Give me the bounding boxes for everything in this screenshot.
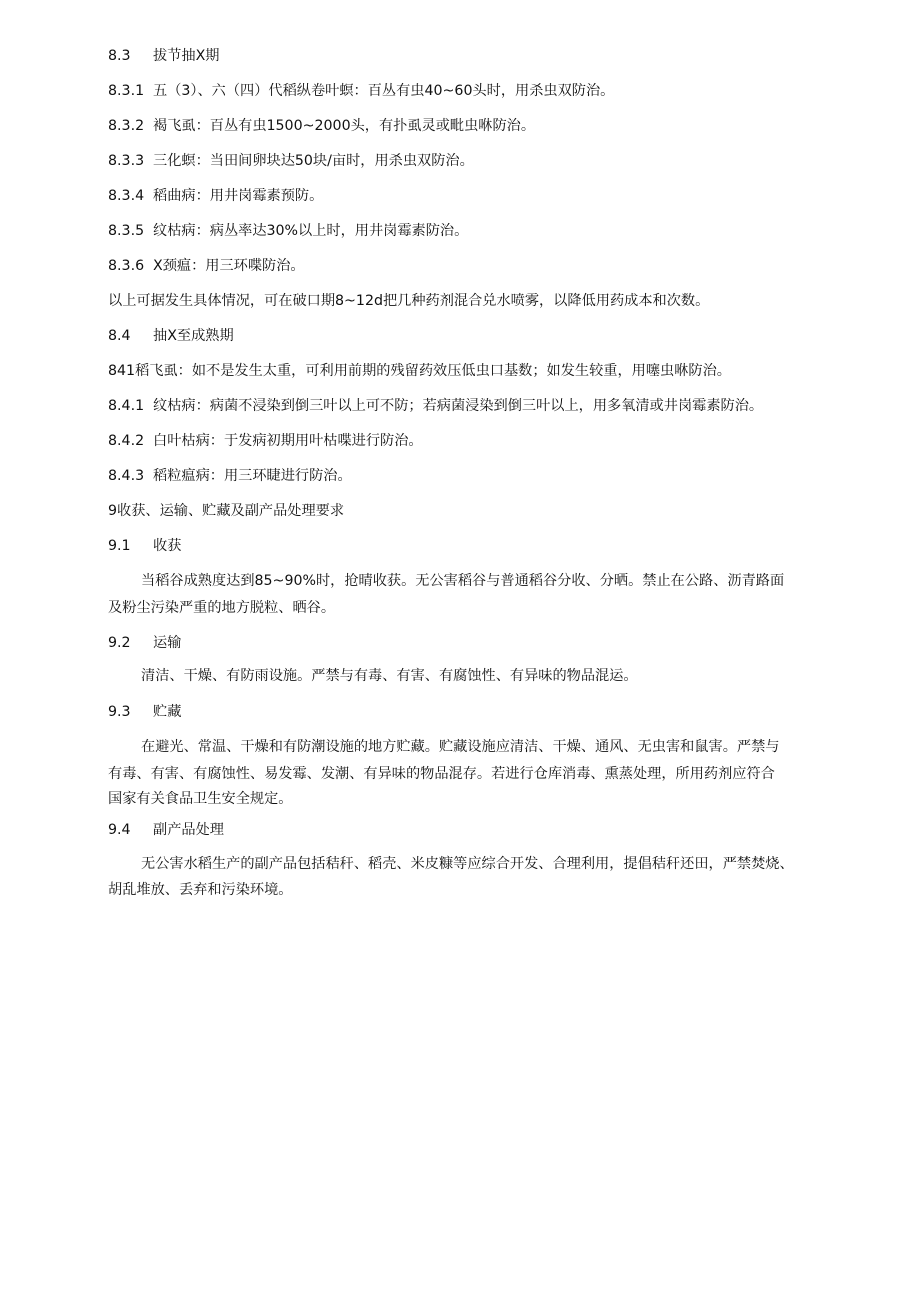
paragraph-line: 在避光、常温、干燥和有防潮设施的地方贮藏。贮藏设施应清洁、干燥、通风、无虫害和鼠害。严禁与 xyxy=(141,739,780,755)
paragraph-line: 胡乱堆放、丢弃和污染环境。 xyxy=(108,882,293,898)
paragraph-line: 清洁、干燥、有防雨设施。严禁与有毒、有害、有腐蚀性、有异味的物品混运。 xyxy=(141,668,638,684)
paragraph-line: 有毒、有害、有腐蚀性、易发霉、发潮、有异味的物品混存。若进行仓库消毒、熏蒸处理，所用药剂应符合 xyxy=(108,766,775,782)
heading-9-2: 9.2 运输 xyxy=(108,635,182,651)
heading-9-3: 9.3 贮藏 xyxy=(108,704,182,720)
heading-9-1: 9.1 收获 xyxy=(108,538,182,554)
item-8-4-1: 8.4.1 纹枯病：病菌不浸染到倒三叶以上可不防；若病菌浸染到倒三叶以上，用多氧清或井岗霉素防治。 xyxy=(108,398,764,414)
paragraph-line: 国家有关食品卫生安全规定。 xyxy=(108,791,293,807)
paragraph-line: 及粉尘污染严重的地方脱粒、晒谷。 xyxy=(108,600,336,616)
heading-9-4: 9.4 副产品处理 xyxy=(108,822,224,838)
item-8-3-6: 8.3.6 X颈瘟：用三环喋防治。 xyxy=(108,258,305,274)
item-8-3-3: 8.3.3 三化螟：当田间卵块达50块/亩时，用杀虫双防治。 xyxy=(108,153,474,169)
item-8-3-4: 8.3.4 稻曲病：用井岗霉素预防。 xyxy=(108,188,324,204)
item-8-4-3: 8.4.3 稻粒瘟病：用三环睫进行防治。 xyxy=(108,468,352,484)
paragraph-line: 无公害水稻生产的副产品包括秸秆、稻壳、米皮糠等应综合开发、合理利用，提倡秸秆还田，严禁焚烧、 xyxy=(141,856,794,872)
paragraph-line: 当稻谷成熟度达到85~90%时，抢晴收获。无公害稻谷与普通稻谷分收、分晒。禁止在公路、沥青路面 xyxy=(141,573,785,589)
item-8-3-2: 8.3.2 褐飞虱：百丛有虫1500~2000头，有扑虱灵或毗虫咻防治。 xyxy=(108,118,536,134)
item-841: 841稻飞虱：如不是发生太重，可利用前期的残留药效压低虫口基数；如发生较重，用噻虫咻防治。 xyxy=(108,363,731,379)
heading-8-3: 8.3 拔节抽X期 xyxy=(108,48,220,64)
heading-8-4: 8.4 抽X至成熟期 xyxy=(108,328,234,344)
heading-9: 9收获、运输、贮藏及副产品处理要求 xyxy=(108,503,345,519)
item-8-3-5: 8.3.5 纹枯病：病丛率达30%以上时，用井岗霉素防治。 xyxy=(108,223,469,239)
note-paragraph: 以上可据发生具体情况，可在破口期8~12d把几种药剂混合兑水喷雾，以降低用药成本和次数。 xyxy=(108,293,710,309)
item-8-3-1: 8.3.1 五（3）、六（四）代稻纵卷叶螟：百丛有虫40~60头时，用杀虫双防治。 xyxy=(108,83,615,99)
item-8-4-2: 8.4.2 白叶枯病：于发病初期用叶枯喋进行防治。 xyxy=(108,433,423,449)
